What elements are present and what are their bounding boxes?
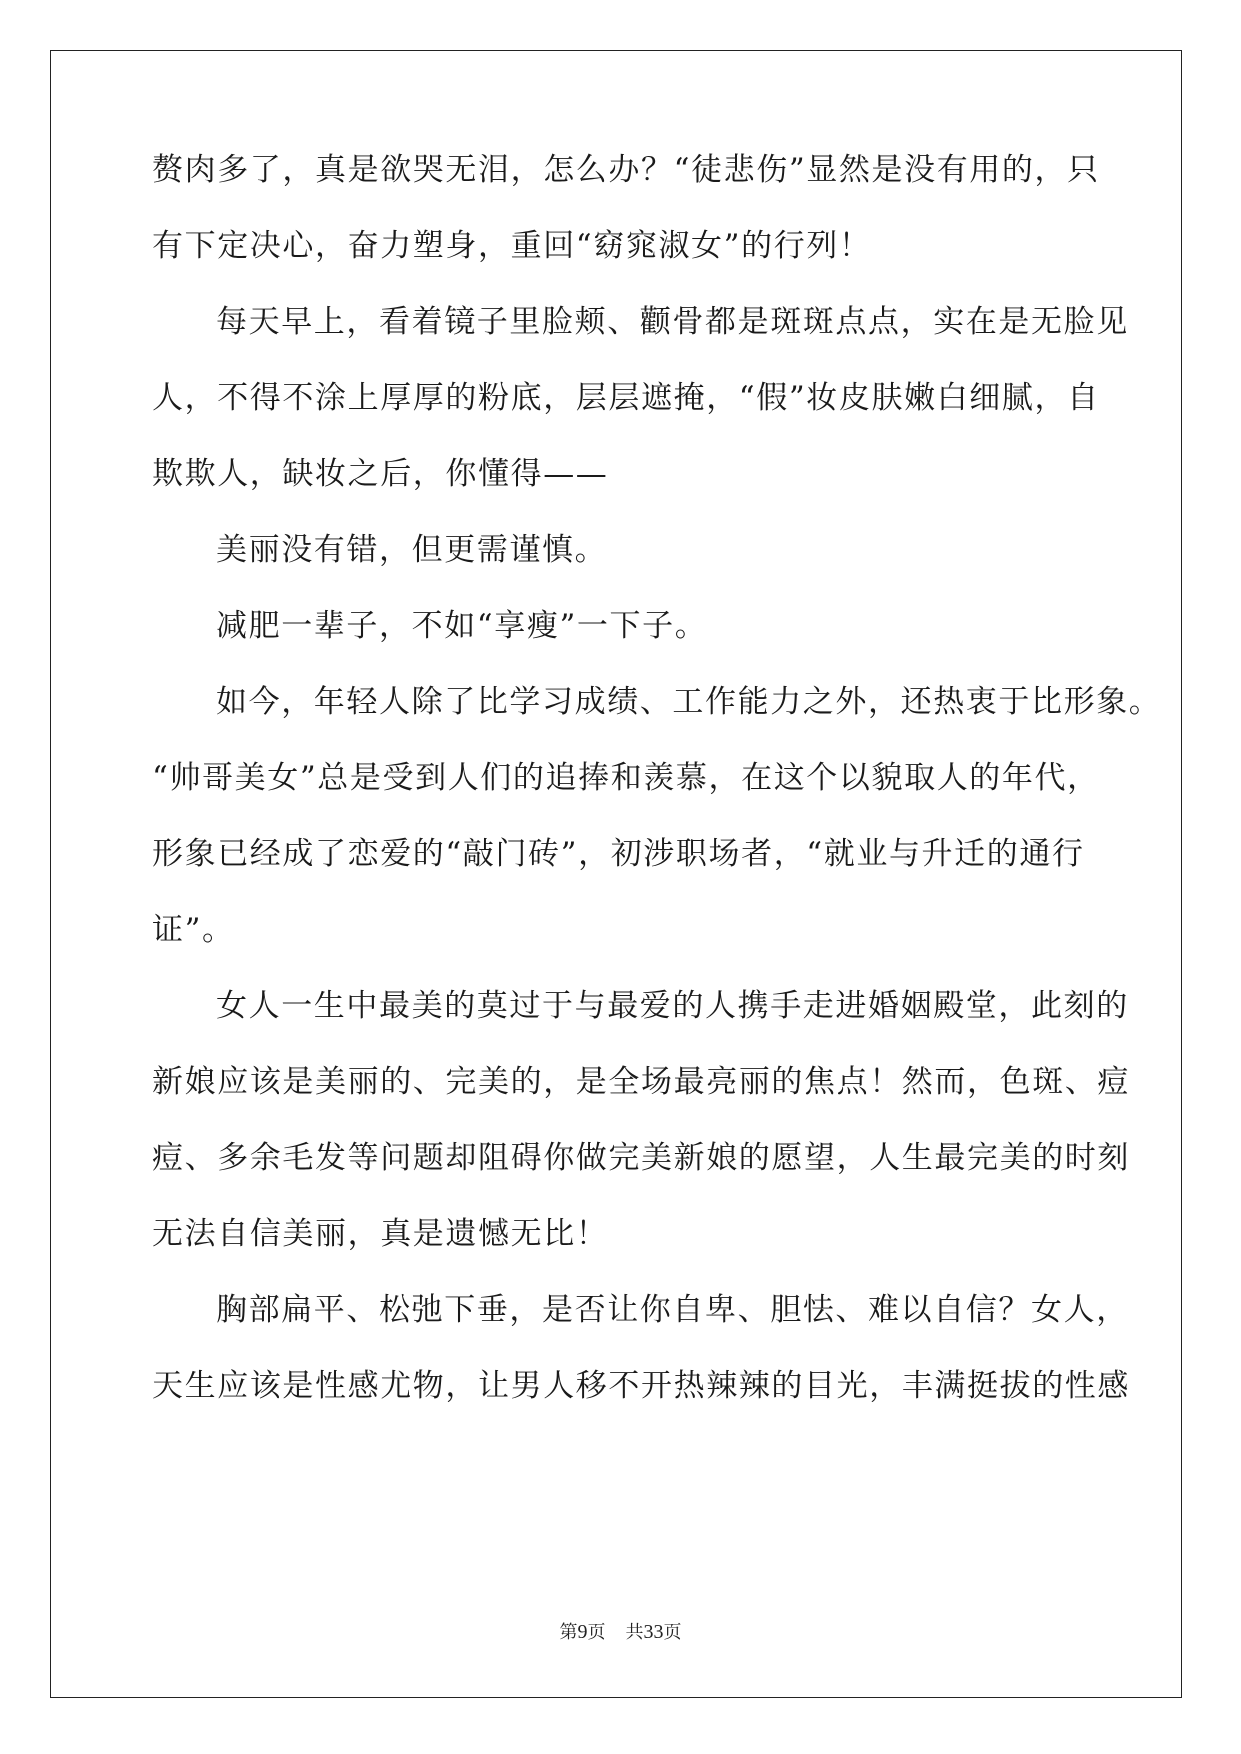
paragraph-start-line: 美丽没有错，但更需谨慎。: [216, 532, 608, 568]
paragraph-start-line: 减肥一辈子，不如“享瘦”一下子。: [216, 608, 708, 644]
page-suffix: 页: [587, 1622, 606, 1643]
page-number: 9: [577, 1621, 588, 1643]
text-line: 证”。: [152, 912, 235, 948]
text-line: 天生应该是性感尤物，让男人移不开热辣辣的目光，丰满挺拔的性感: [152, 1368, 1130, 1404]
text-line: 欺欺人，缺妆之后，你懂得——: [152, 456, 609, 492]
paragraph-start-line: 每天早上，看着镜子里脸颊、颧骨都是斑斑点点，实在是无脸见: [216, 304, 1129, 340]
text-line: “帅哥美女”总是受到人们的追捧和羡慕，在这个以貌取人的年代，: [152, 760, 1100, 796]
page-border: [50, 50, 1182, 1698]
paragraph-start-line: 女人一生中最美的莫过于与最爱的人携手走进婚姻殿堂，此刻的: [216, 988, 1129, 1024]
text-line: 无法自信美丽，真是遗憾无比！: [152, 1216, 609, 1252]
text-line: 痘、多余毛发等问题却阻碍你做完美新娘的愿望，人生最完美的时刻: [152, 1140, 1130, 1176]
paragraph-start-line: 胸部扁平、松弛下垂，是否让你自卑、胆怯、难以自信？女人，: [216, 1292, 1129, 1328]
text-line: 有下定决心，奋力塑身，重回“窈窕淑女”的行列！: [152, 228, 872, 264]
total-prefix: 共: [625, 1622, 644, 1643]
text-line: 赘肉多了，真是欲哭无泪，怎么办？“徒悲伤”显然是没有用的，只: [152, 152, 1100, 188]
page-footer: [0, 1620, 1241, 1645]
text-line: 人，不得不涂上厚厚的粉底，层层遮掩，“假”妆皮肤嫩白细腻，自: [152, 380, 1100, 416]
paragraph-start-line: 如今，年轻人除了比学习成绩、工作能力之外，还热衷于比形象。: [216, 684, 1162, 720]
text-line: 形象已经成了恋爱的“敲门砖”，初涉职场者，“就业与升迁的通行: [152, 836, 1085, 872]
text-line: 新娘应该是美丽的、完美的，是全场最亮丽的焦点！然而，色斑、痘: [152, 1064, 1130, 1100]
total-pages: 33: [643, 1621, 664, 1643]
page-prefix: 第: [559, 1622, 578, 1643]
total-suffix: 页: [663, 1622, 682, 1643]
